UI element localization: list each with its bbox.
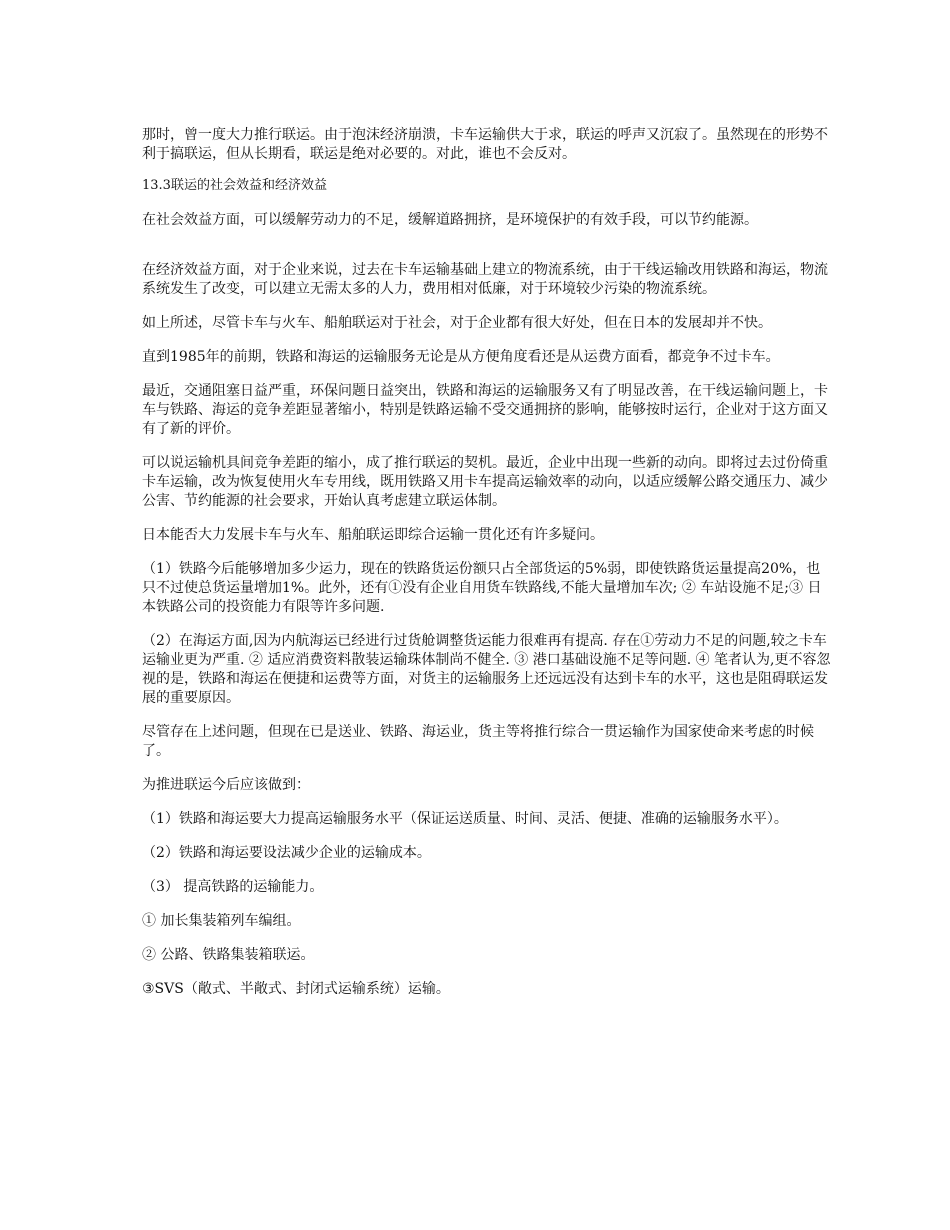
paragraph-1985: 直到1985年的前期，铁路和海运的运输服务无论是从方便角度看还是从运费方面看，都竞争不过卡车。 [142,349,780,365]
list-item-2: （2）铁路和海运要设法减少企业的运输成本。 [142,845,431,861]
document-body [142,126,832,999]
paragraph-railway-issues: （1）铁路今后能够增加多少运力，现在的铁路货运份额只占全部货运的5%弱，即使铁路货运量提高20%，也只不过使总货运量增加1%。此外，还有①没有企业自用货车铁路线,不能大量增加车次; ② 车站设施不足;③ 日本铁路公司的投资能力有限等许多问题. [142,561,822,615]
paragraph-development: 如上所述，尽管卡车与火车、船舶联运对于社会，对于企业都有很大好处，但在日本的发展却并不快。 [142,315,772,331]
paragraph-shipping-issues: （2）在海运方面,因为内航海运已经进行过货舱调整货运能力很难再有提高. 存在①劳动力不足的问题,较之卡车运输业更为严重. ② 适应消费资料散装运输珠体制尚不健全. ③ 港口基础设施不足等问题. ④ 笔者认为,更不容忽视的是，铁路和海运在便捷和运费等方面，对货主的运输服务上还远远没有达到卡车的水平，这也是阻碍联运发展的重要原因。 [142,633,831,706]
paragraph-bubble-economy: 那时，曾一度大力推行联运。由于泡沫经济崩溃，卡车运输供大于求，联运的呼声又沉寂了。虽然现在的形势不利于搞联运，但从长期看，联运是绝对必要的。对此，谁也不会反对。 [142,127,828,162]
sub-item-3: ③SVS（敞式、半敞式、封闭式运输系统）运输。 [142,981,450,997]
sub-item-2: ② 公路、铁路集装箱联运。 [142,947,315,963]
list-item-1: （1）铁路和海运要大力提高运输服务水平（保证运送质量、时间、灵活、便捷、准确的运输服务水平）。 [142,811,788,827]
paragraph-doubts: 日本能否大力发展卡车与火车、船舶联运即综合运输一贯化还有许多疑问。 [142,527,604,543]
list-item-3: （3） 提高铁路的运输能力。 [142,879,324,895]
paragraph-intro-list: 为推进联运今后应该做到： [142,777,310,793]
paragraph-national-mission: 尽管存在上述问题，但现在已是送业、铁路、海运业，货主等将推行综合一贯运输作为国家使命来考虑的时候了。 [142,724,814,759]
paragraph-recent: 最近，交通阻塞日益严重，环保问题日益突出，铁路和海运的运输服务又有了明显改善，在干线运输问题上，卡车与铁路、海运的竞争差距显著缩小，特别是铁路运输不受交通拥挤的影响，能够按时运行，企业对于这方面又有了新的评价。 [142,383,828,437]
paragraph-social-benefit: 在社会效益方面，可以缓解劳动力的不足，缓解道路拥挤，是环境保护的有效手段，可以节约能源。 [142,212,758,228]
sub-item-1: ① 加长集装箱列车编组。 [142,913,301,929]
paragraph-opportunity: 可以说运输机具间竞争差距的缩小，成了推行联运的契机。最近，企业中出现一些新的动向。即将过去过份倚重卡车运输，改为恢复使用火车专用线，既用铁路又用卡车提高运输效率的动向，以适应缓解公路交通压力、减少公害、节约能源的社会要求，开始认真考虑建立联运体制。 [142,455,828,509]
section-heading: 13.3联运的社会效益和经济效益 [142,178,327,193]
paragraph-economic-benefit: 在经济效益方面，对于企业来说，过去在卡车运输基础上建立的物流系统，由于干线运输改用铁路和海运，物流系统发生了改变，可以建立无需太多的人力，费用相对低廉，对于环境较少污染的物流系统。 [142,262,828,297]
